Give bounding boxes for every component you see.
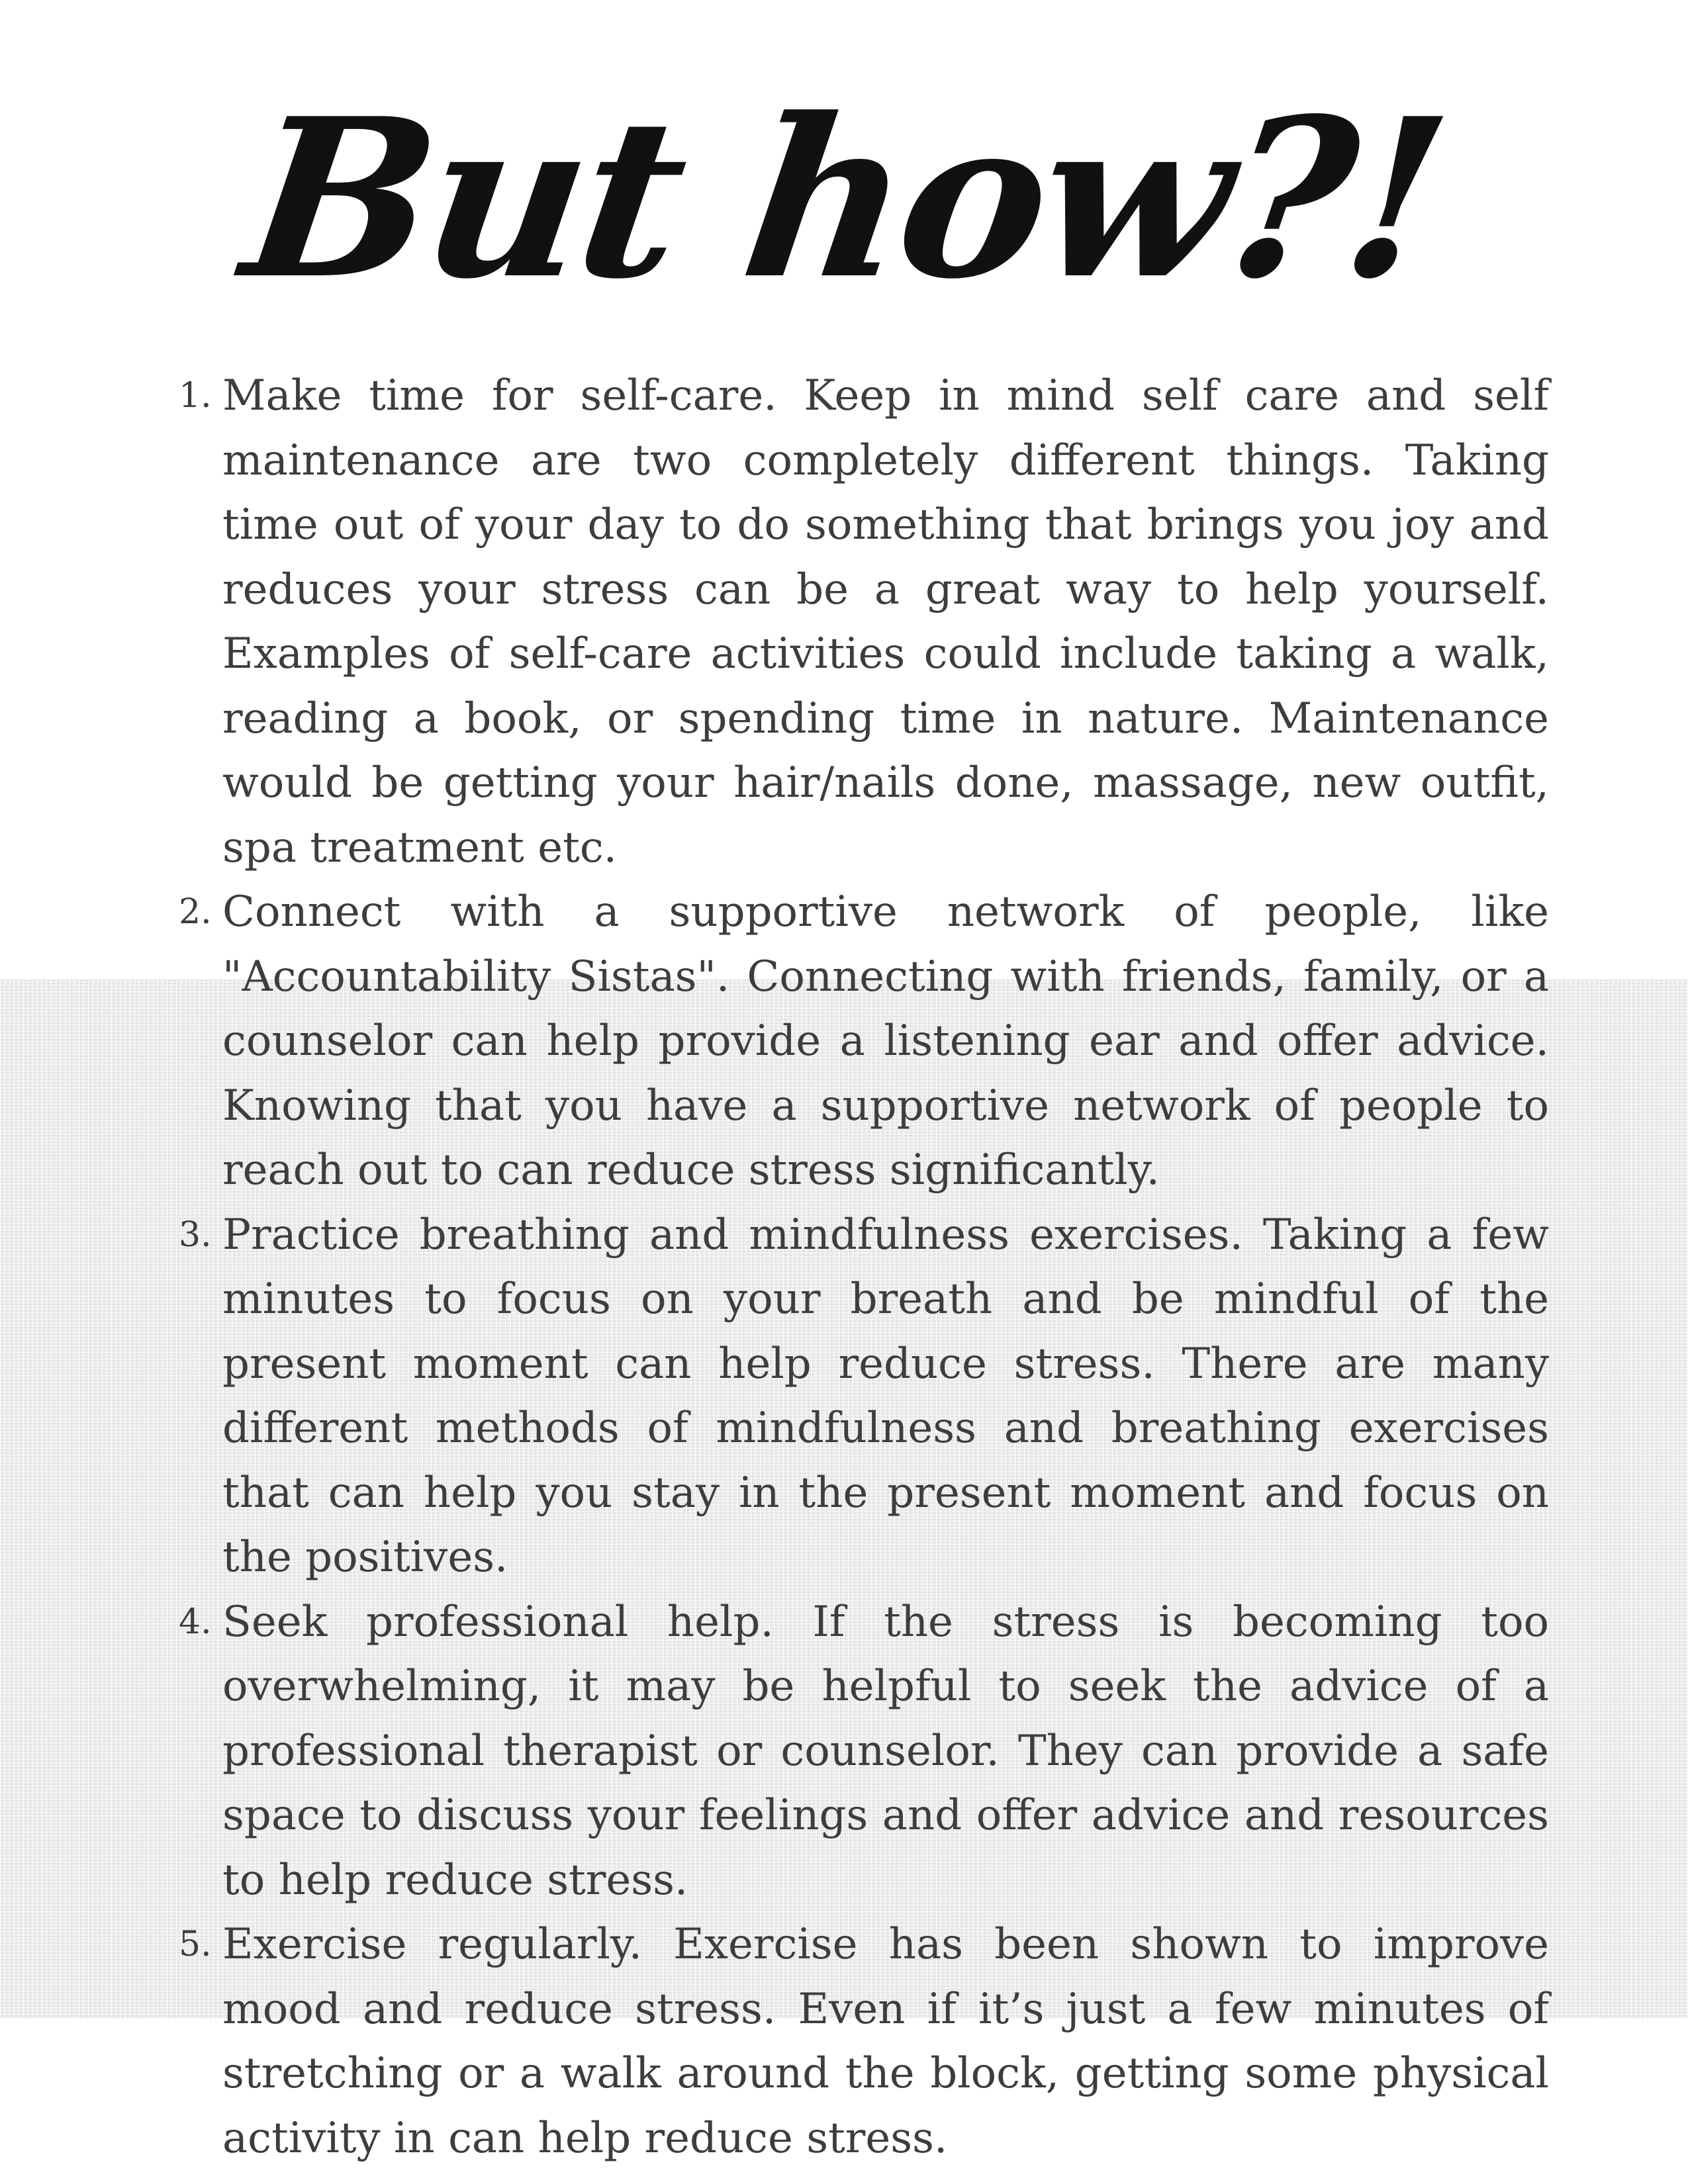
page-title: But how?! <box>231 70 1457 327</box>
list-item-text: Make time for self-care. Keep in mind self care and self maintenance are two completely different things. Taking time out of your day to do something that brings you joy and reduces your stress can be a great way to help yourself. Examples of self-care activities could include taking a walk, reading a book, or spending time in nature. Maintenance would be getting your hair/nails done, massage, new outfit, spa treatment etc. <box>222 371 1549 872</box>
list-item-number: 5. <box>179 1925 212 1964</box>
list-item-text: Practice breathing and mindfulness exercises. Taking a few minutes to focus on your breath and be mindful of the present moment can help reduce stress. There are many different methods of mindfulness and breathing exercises that can help you stay in the present moment and focus on the positives. <box>222 1210 1549 1582</box>
list-item <box>179 364 1549 880</box>
tips-list <box>179 364 1549 2171</box>
list-item <box>179 880 1549 1203</box>
list-item-text: Seek professional help. If the stress is becoming too overwhelming, it may be helpful to seek the advice of a professional therapist or counselor. They can provide a safe space to discuss your feelings and offer advice and resources to help reduce stress. <box>222 1597 1549 1905</box>
list-item-text: Exercise regularly. Exercise has been shown to improve mood and reduce stress. Even if it’s just a few minutes of stretching or a walk around the block, getting some physical activity in can help reduce stress. <box>222 1920 1549 2163</box>
list-item-number: 4. <box>179 1602 212 1642</box>
list-item-number: 3. <box>179 1214 212 1255</box>
list-item-number: 2. <box>179 892 212 932</box>
list-item <box>179 1203 1549 1590</box>
list-item <box>179 1590 1549 1913</box>
list-item-text: Connect with a supportive network of people, like "Accountability Sistas". Connecting with friends, family, or a counselor can help provide a listening ear and offer advice. Knowing that you have a supportive network of people to reach out to can reduce stress significantly. <box>222 887 1549 1195</box>
list-item <box>179 1913 1549 2171</box>
list-item-number: 1. <box>179 376 212 416</box>
